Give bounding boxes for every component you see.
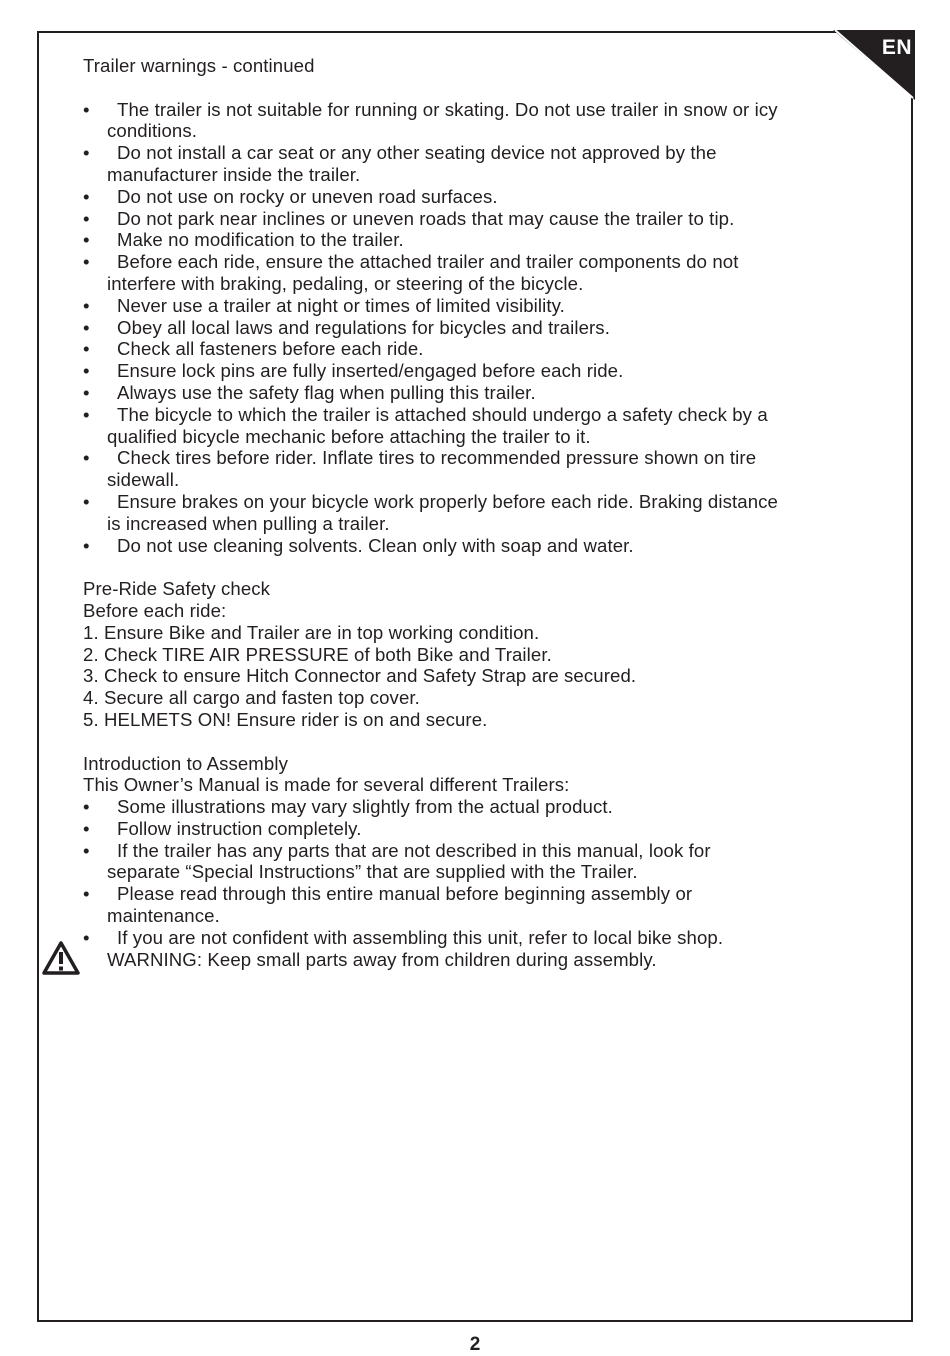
- bullet-text: Follow instruction completely.: [117, 817, 362, 839]
- pre-ride-step: 3. Check to ensure Hitch Connector and Safety Strap are secured.: [83, 665, 637, 687]
- bullet-item: [83, 447, 883, 491]
- bullet-text: separate “Special Instructions” that are supplied with the Trailer.: [107, 861, 638, 883]
- bullet-item: [83, 360, 883, 382]
- bullet-item: [83, 491, 883, 535]
- pre-ride-step: 5. HELMETS ON! Ensure rider is on and secure.: [83, 708, 488, 730]
- bullet-dot: •: [83, 142, 90, 164]
- bullet-text: Before each ride, ensure the attached trailer and trailer components do not: [117, 251, 739, 273]
- bullet-item: [83, 99, 883, 143]
- bullet-text: Always use the safety flag when pulling this trailer.: [117, 381, 536, 403]
- bullet-dot: •: [83, 360, 90, 382]
- bullet-text: Check tires before rider. Inflate tires to recommended pressure shown on tire: [117, 447, 757, 469]
- bullet-text: The bicycle to which the trailer is attached should undergo a safety check by a: [117, 403, 768, 425]
- bullet-item: [83, 840, 883, 884]
- bullet-dot: •: [83, 403, 90, 425]
- bullet-item: [83, 535, 883, 557]
- bullet-text: Do not park near inclines or uneven roads that may cause the trailer to tip.: [117, 207, 735, 229]
- bullet-dot: •: [83, 229, 90, 251]
- bullet-dot: •: [83, 316, 90, 338]
- pre-ride-step: 4. Secure all cargo and fasten top cover.: [83, 687, 420, 709]
- bullet-item: [83, 142, 883, 186]
- page-number: 2: [469, 1334, 481, 1355]
- pre-ride-step: 2. Check TIRE AIR PRESSURE of both Bike and Trailer.: [83, 643, 552, 665]
- bullet-text: Do not use on rocky or uneven road surfaces.: [117, 185, 498, 207]
- trailer-warnings-list: [83, 99, 883, 557]
- assembly-warning-text: WARNING: Keep small parts away from children during assembly.: [107, 948, 657, 970]
- bullet-dot: •: [83, 447, 90, 469]
- manual-content: [83, 55, 883, 970]
- bullet-text: sidewall.: [107, 469, 180, 491]
- bullet-item: [83, 883, 883, 927]
- bullet-text: Obey all local laws and regulations for bicycles and trailers.: [117, 316, 610, 338]
- bullet-dot: •: [83, 817, 90, 839]
- bullet-dot: •: [83, 490, 90, 512]
- bullet-text: qualified bicycle mechanic before attaching the trailer to it.: [107, 425, 591, 447]
- bullet-dot: •: [83, 534, 90, 556]
- bullet-dot: •: [83, 185, 90, 207]
- bullet-item: [83, 382, 883, 404]
- bullet-text: If you are not confident with assembling this unit, refer to local bike shop.: [117, 926, 724, 948]
- bullet-text: maintenance.: [107, 905, 220, 927]
- language-code: EN: [881, 36, 912, 59]
- bullet-dot: •: [83, 926, 90, 948]
- bullet-item: [83, 317, 883, 339]
- bullet-text: Some illustrations may vary slightly from the actual product.: [117, 796, 613, 818]
- trailer-warnings-heading: Trailer warnings - continued: [83, 55, 315, 76]
- bullet-text: Check all fasteners before each ride.: [117, 338, 424, 360]
- bullet-text: Please read through this entire manual before beginning assembly or: [117, 883, 693, 905]
- bullet-dot: •: [83, 294, 90, 316]
- bullet-item: [83, 338, 883, 360]
- bullet-text: Ensure lock pins are fully inserted/engaged before each ride.: [117, 360, 624, 382]
- bullet-item: [83, 818, 883, 840]
- bullet-item: [83, 251, 883, 295]
- pre-ride-step: 1. Ensure Bike and Trailer are in top working condition.: [83, 621, 540, 643]
- bullet-text: manufacturer inside the trailer.: [107, 163, 361, 185]
- assembly-intro: This Owner’s Manual is made for several different Trailers:: [83, 774, 570, 796]
- bullet-text: Never use a trailer at night or times of limited visibility.: [117, 294, 565, 316]
- warning-triangle-icon: [42, 941, 80, 976]
- pre-ride-steps-list: [83, 622, 883, 731]
- bullet-dot: •: [83, 796, 90, 818]
- bullet-item: [83, 295, 883, 317]
- pre-ride-subheading: Before each ride:: [83, 599, 227, 621]
- pre-ride-heading: Pre-Ride Safety check: [83, 578, 271, 600]
- bullet-item: [83, 229, 883, 251]
- bullet-text: interfere with braking, pedaling, or steering of the bicycle.: [107, 272, 584, 294]
- assembly-heading: Introduction to Assembly: [83, 752, 288, 774]
- bullet-item: [83, 208, 883, 230]
- bullet-text: Do not use cleaning solvents. Clean only with soap and water.: [117, 534, 634, 556]
- bullet-item: [83, 404, 883, 448]
- bullet-item: [83, 186, 883, 208]
- bullet-text: The trailer is not suitable for running or skating. Do not use trailer in snow or icy: [117, 98, 778, 120]
- bullet-text: conditions.: [107, 120, 197, 142]
- bullet-dot: •: [83, 251, 90, 273]
- bullet-dot: •: [83, 381, 90, 403]
- bullet-text: Make no modification to the trailer.: [117, 229, 404, 251]
- bullet-dot: •: [83, 338, 90, 360]
- bullet-dot: •: [83, 207, 90, 229]
- assembly-bullets-list: [83, 796, 883, 949]
- bullet-text: is increased when pulling a trailer.: [107, 512, 390, 534]
- bullet-dot: •: [83, 98, 90, 120]
- bullet-dot: •: [83, 883, 90, 905]
- bullet-item: [83, 927, 883, 949]
- bullet-text: Do not install a car seat or any other seating device not approved by the: [117, 142, 717, 164]
- bullet-text: If the trailer has any parts that are not described in this manual, look for: [117, 839, 711, 861]
- bullet-text: Ensure brakes on your bicycle work properly before each ride. Braking distance: [117, 490, 778, 512]
- bullet-dot: •: [83, 839, 90, 861]
- bullet-item: [83, 796, 883, 818]
